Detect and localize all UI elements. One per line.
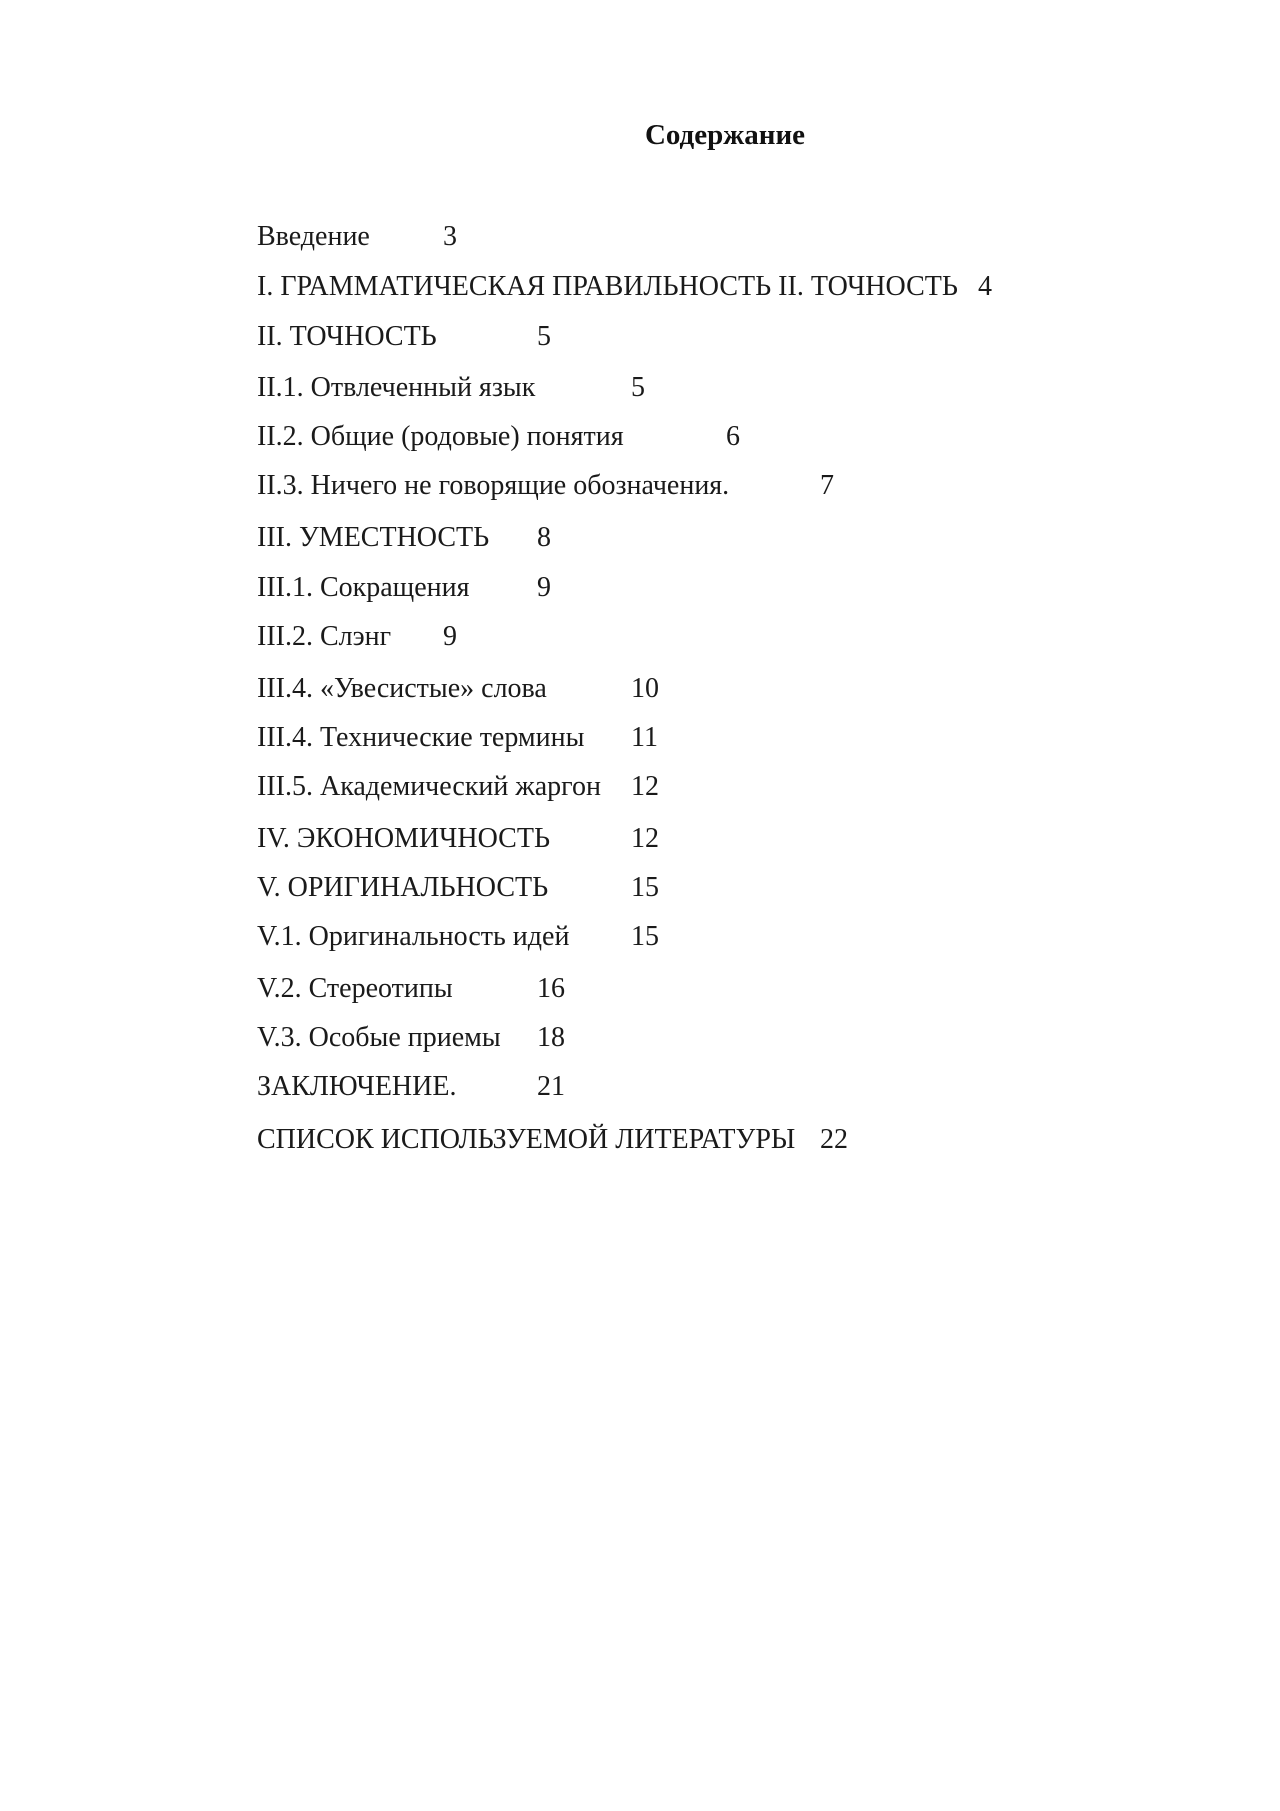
toc-entry-label: III.1. Сокращения [257,572,470,603]
toc-entry-label: III. УМЕСТНОСТЬ [257,522,490,553]
toc-entry-label: Введение [257,221,370,252]
toc-entry-label: V.1. Оригинальность идей [257,921,570,952]
toc-entry-page: 9 [537,572,551,603]
toc-entry-page: 15 [631,921,659,952]
toc-entry-page: 7 [820,470,834,501]
toc-entry-page: 11 [631,722,658,753]
toc-entry-label: III.4. Технические термины [257,722,585,753]
toc-entry-page: 16 [537,973,565,1004]
toc-entry-label: III.4. «Увесистые» слова [257,673,547,704]
toc-entry-label: II.1. Отвлеченный язык [257,372,536,403]
toc-entry-page: 10 [631,673,659,704]
toc-entry-label: СПИСОК ИСПОЛЬЗУЕМОЙ ЛИТЕРАТУРЫ [257,1124,796,1155]
toc-entry-page: 5 [631,372,645,403]
toc-entry-page: 4 [977,271,992,302]
toc-entry-label: V.3. Особые приемы [257,1022,501,1053]
toc-entry-page: 12 [631,823,659,854]
toc-entry-page: 9 [443,621,457,652]
toc-entry-label: III.2. Слэнг [257,621,392,652]
toc-entry-page: 8 [537,522,551,553]
toc-entry-page: 6 [726,421,740,452]
toc-entry-page: 12 [631,771,659,802]
toc-entry-label: II.2. Общие (родовые) понятия [257,421,624,452]
toc-entry-label: III.5. Академический жаргон [257,771,601,802]
toc-entry-label: II. ТОЧНОСТЬ [257,321,437,352]
toc-entry-page: 15 [631,872,659,903]
toc-entry-label: V. ОРИГИНАЛЬНОСТЬ [257,872,549,903]
toc-entry-label: V.2. Стереотипы [257,973,453,1004]
toc-entry-page: 5 [537,321,551,352]
toc-entry-page: 3 [443,221,457,252]
toc-entry-label: ЗАКЛЮЧЕНИЕ. [257,1071,457,1102]
toc-entry-label: I. ГРАММАТИЧЕСКАЯ ПРАВИЛЬНОСТЬ II. ТОЧНОСТЬ [257,271,958,302]
toc-entry-label: II.3. Ничего не говорящие обозначения. [257,470,730,501]
toc-entry-page: 22 [820,1124,848,1155]
page-title: Содержание [644,119,806,151]
toc-entry-label: IV. ЭКОНОМИЧНОСТЬ [257,823,551,854]
toc-entry-page: 18 [537,1022,565,1053]
toc-entry-page: 21 [537,1071,565,1102]
